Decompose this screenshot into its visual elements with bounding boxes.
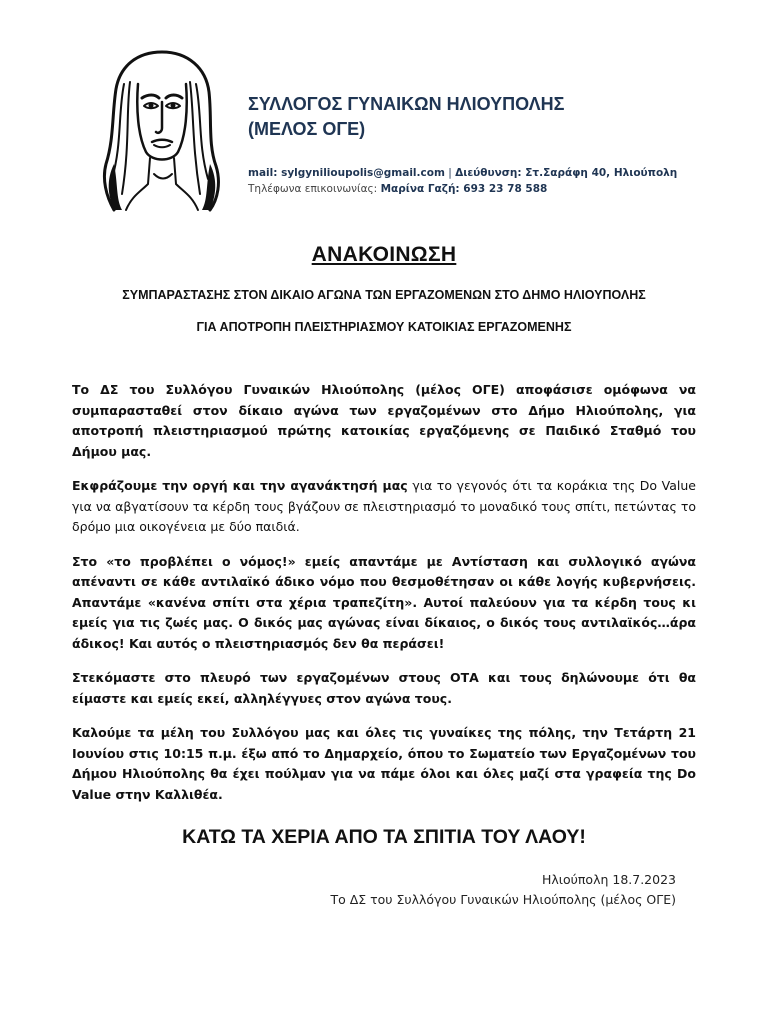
contact-separator: | bbox=[448, 167, 452, 179]
organization-name bbox=[248, 92, 564, 142]
contact-block bbox=[248, 165, 677, 197]
paragraph-2 bbox=[72, 476, 696, 538]
paragraph-3: Στο «το προβλέπει ο νόμος!» εμείς απαντάμε με Αντίσταση και συλλογικό αγώνα απέναντι σε κάθε αντιλαϊκό άδικο νόμο που θεσμοθέτησαν οι κάθε λογής κυβερνήσεις. Απαντάμε «κανένα σπίτι στα χέρια τραπεζίτη». Αυτοί παλεύουν για τα κέρδη τους κι εμείς για τις ζωές μας. Ο δικός μας αγώνας είναι δίκαιος, ο δικός τους αντιλαϊκός…άρα άδικος! Και αυτός ο πλειστηριασμός δεν θα περάσει! bbox=[72, 553, 696, 651]
document-subtitle-1: ΣΥΜΠΑΡΑΣΤΑΣΗΣ ΣΤΟΝ ΔΙΚΑΙΟ ΑΓΩΝΑ ΤΩΝ ΕΡΓΑΖΟΜΕΝΩΝ ΣΤΟ ΔΗΜΟ ΗΛΙΟΥΠΟΛΗΣ bbox=[122, 288, 646, 302]
paragraph-2-rest: για το γεγονός ότι τα κοράκια της Do Value για να αβγατίσουν τα κέρδη τους βγάζουν σε πλειστηριασμό το μοναδικό τους σπίτι, πετώντας το δρόμο μια οικογένεια με δύο παιδιά. bbox=[72, 478, 696, 534]
contact-line-phone bbox=[248, 181, 677, 197]
contact-mail[interactable]: mail: sylgynilioupolis@gmail.com bbox=[248, 167, 445, 179]
paragraph-4: Στεκόμαστε στο πλευρό των εργαζομένων στους ΟΤΑ και τους δηλώνουμε ότι θα είμαστε και εμείς εκεί, αλληλέγγυες στον αγώνα τους. bbox=[72, 670, 696, 706]
contact-address: Διεύθυνση: Στ.Σαράφη 40, Ηλιούπολη bbox=[455, 167, 678, 179]
contact-phone-label: Τηλέφωνα επικοινωνίας: bbox=[248, 183, 378, 195]
paragraph-5: Καλούμε τα μέλη του Συλλόγου μας και όλες τις γυναίκες της πόλης, την Τετάρτη 21 Ιουνίου στις 10:15 π.μ. έξω από το Δημαρχείο, όπου το Σωματείο των Εργαζομένων του Δήμου Ηλιούπολης θα έχει πούλμαν για να πάμε όλοι και όλες μαζί στα γραφεία της Do Value στην Καλλιθέα. bbox=[72, 725, 696, 802]
paragraph-2-bold: Εκφράζουμε την οργή και την αγανάκτησή μας bbox=[72, 478, 408, 493]
document-title: ΑΝΑΚΟΙΝΩΣΗ bbox=[311, 243, 457, 266]
organization-name-line1: ΣΥΛΛΟΓΟΣ ΓΥΝΑΙΚΩΝ ΗΛΙΟΥΠΟΛΗΣ bbox=[248, 94, 565, 114]
document-body bbox=[72, 380, 696, 819]
document-subtitle-2: ΓΙΑ ΑΠΟΤΡΟΠΗ ΠΛΕΙΣΤΗΡΙΑΣΜΟΥ ΚΑΤΟΙΚΙΑΣ ΕΡΓΑΖΟΜΕΝΗΣ bbox=[196, 320, 572, 334]
signature: Το ΔΣ του Συλλόγου Γυναικών Ηλιούπολης (μέλος ΟΓΕ) bbox=[330, 892, 676, 907]
contact-line-mail bbox=[248, 165, 677, 181]
date-place: Ηλιούπολη 18.7.2023 bbox=[542, 872, 676, 887]
organization-name-line2: (ΜΕΛΟΣ ΟΓΕ) bbox=[248, 119, 366, 139]
woman-face-drawing-icon bbox=[92, 44, 232, 214]
signature-block bbox=[330, 870, 676, 910]
contact-phone: Μαρίνα Γαζή: 693 23 78 588 bbox=[380, 183, 548, 195]
slogan: ΚΑΤΩ ΤΑ ΧΕΡΙΑ ΑΠΟ ΤΑ ΣΠΙΤΙΑ ΤΟΥ ΛΑΟΥ! bbox=[182, 826, 586, 848]
paragraph-1: Το ΔΣ του Συλλόγου Γυναικών Ηλιούπολης (μέλος ΟΓΕ) αποφάσισε ομόφωνα να συμπαρασταθεί στον δίκαιο αγώνα των εργαζομένων στο Δήμο Ηλιούπολης, για αποτροπή πλειστηριασμού πρώτης κατοικίας εργαζόμενης σε Παιδικό Σταθμό του Δήμου μας. bbox=[72, 382, 696, 459]
